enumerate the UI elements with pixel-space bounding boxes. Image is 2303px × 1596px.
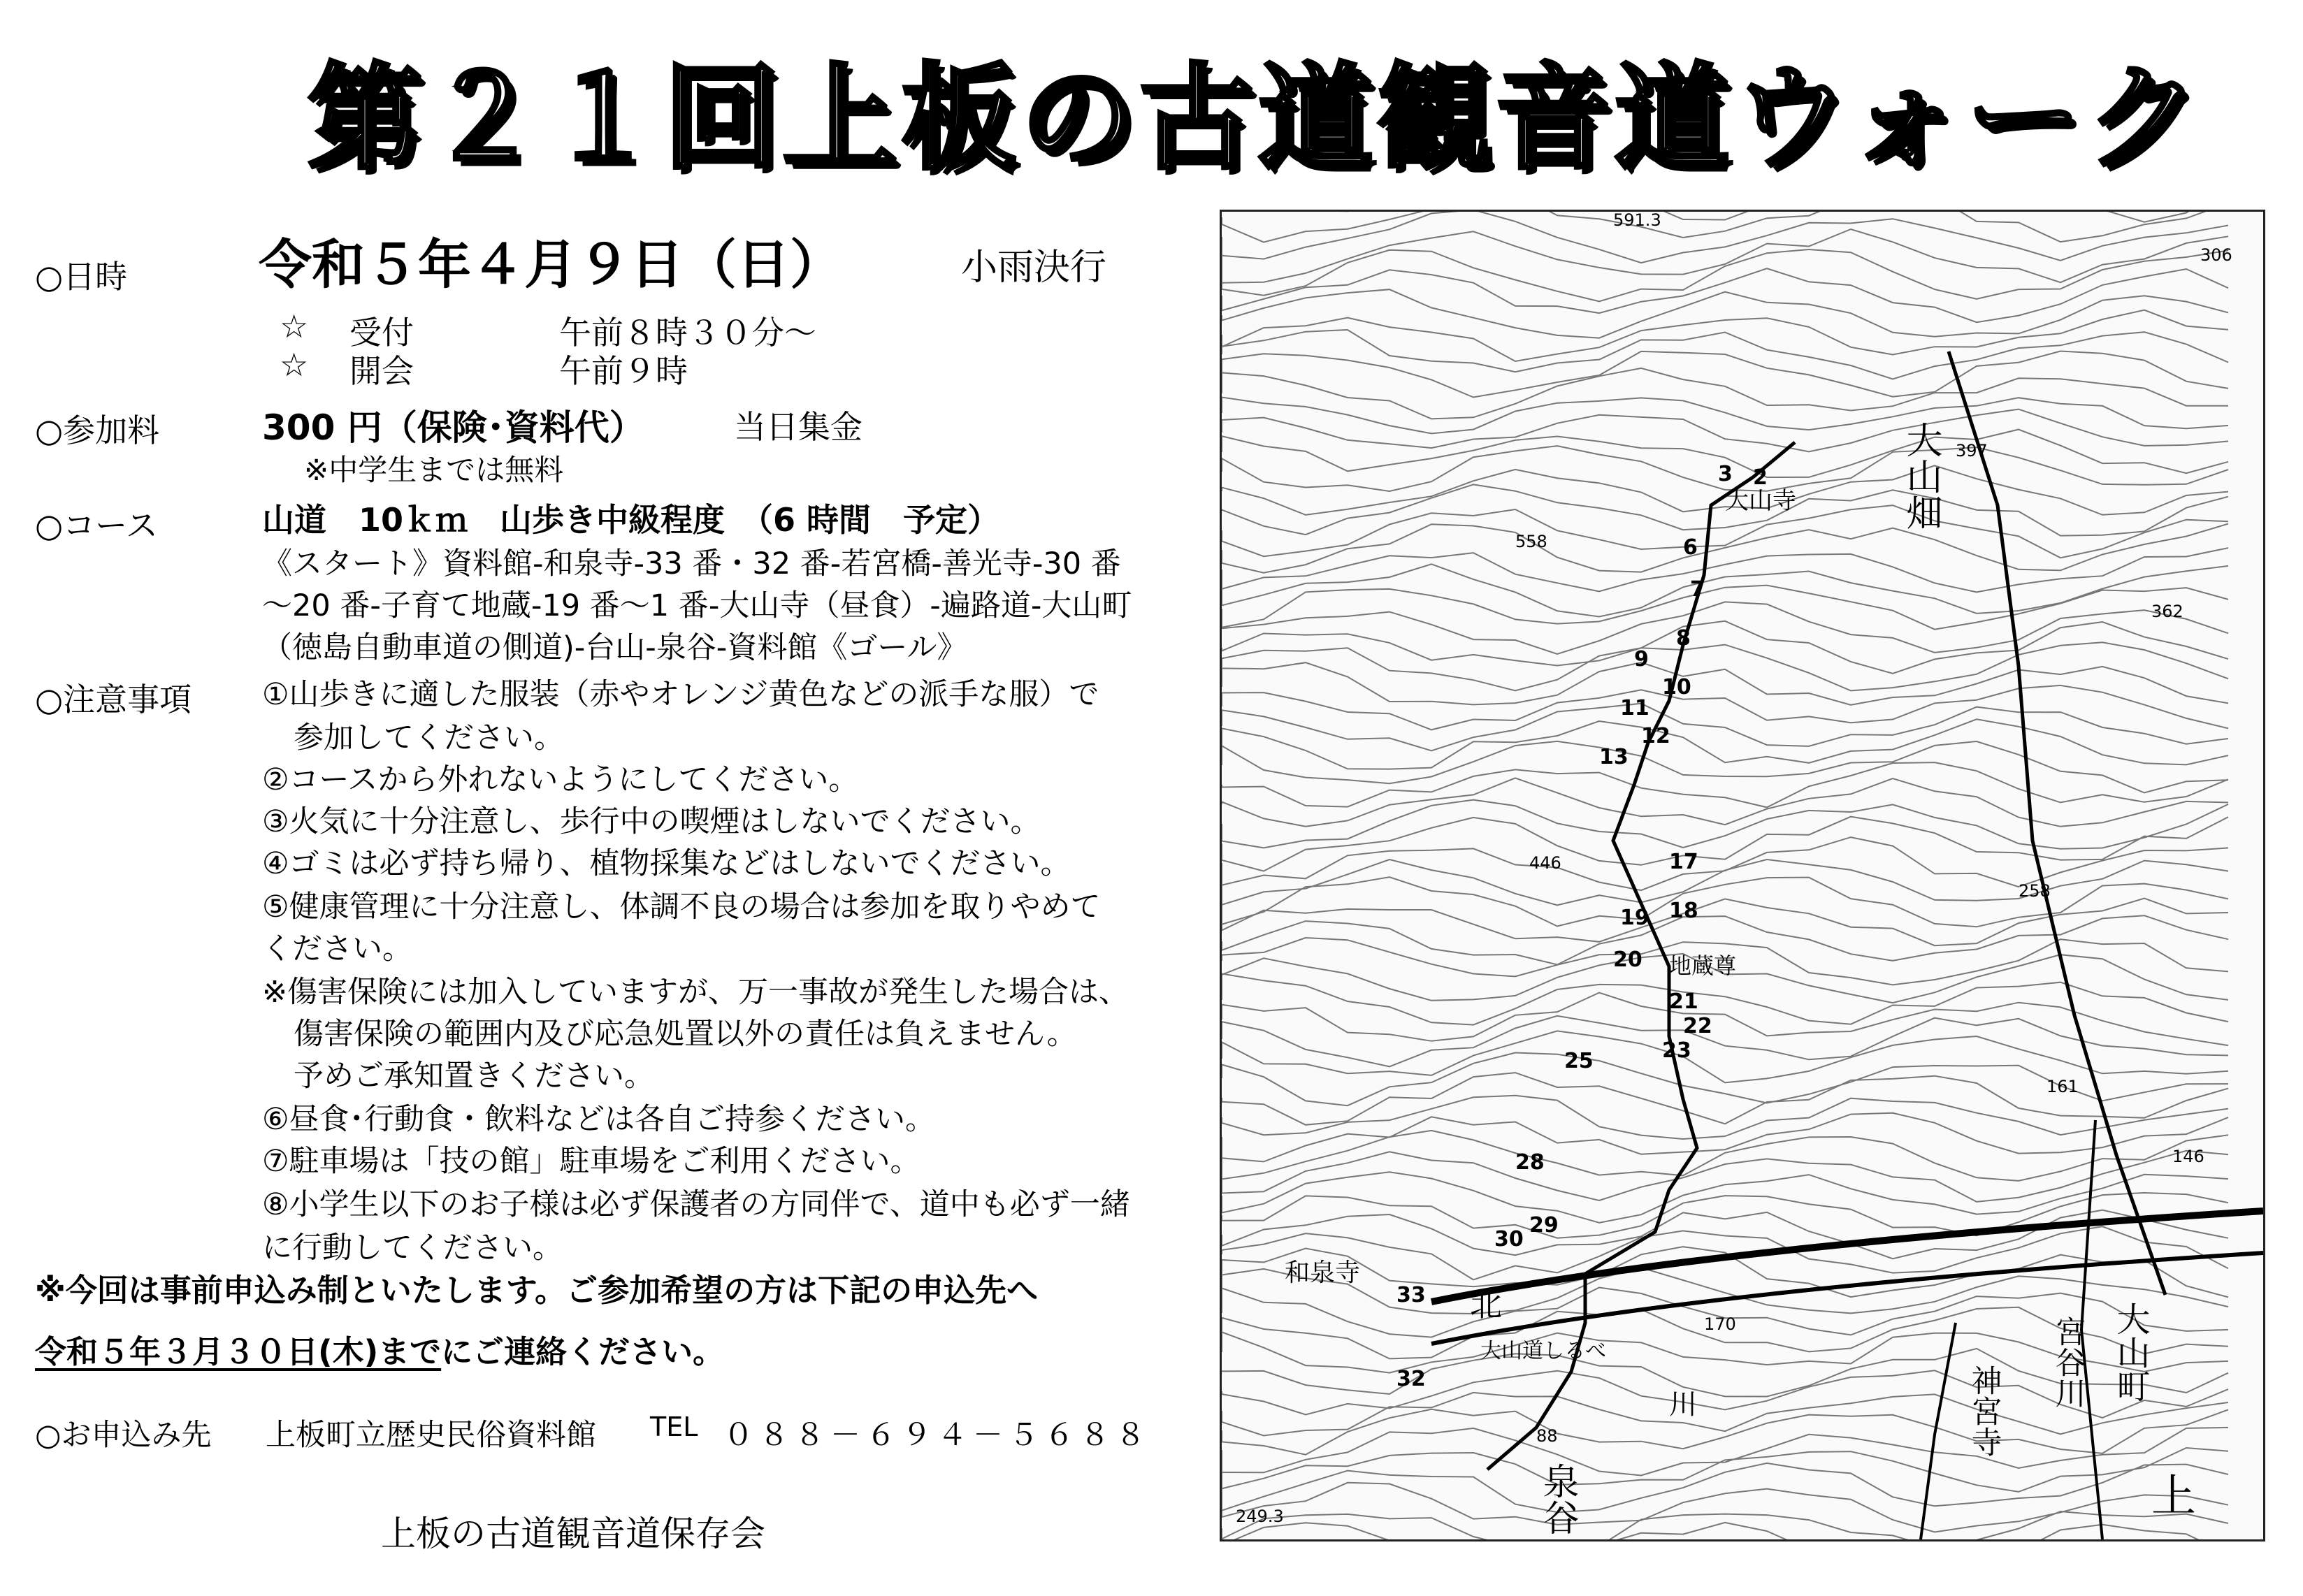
notes-label: ○注意事項: [35, 681, 192, 718]
contour-line: [1222, 899, 2228, 946]
course-summary: 山道 10ｋｍ 山歩き中級程度 （6 時間 予定）: [262, 501, 1000, 539]
route-waypoint-number: 3: [1718, 462, 1733, 486]
route-waypoint-number: 17: [1669, 850, 1698, 874]
elevation-label: 558: [1515, 532, 1547, 551]
note-line: ⑧小学生以下のお子様は必ず保護者の方同伴で、道中も必ず一緒: [262, 1187, 1130, 1222]
contour-line: [1222, 368, 2228, 419]
schedule-item: [280, 346, 688, 390]
contour-line: [1222, 409, 2228, 452]
note-line: ください。: [262, 931, 412, 966]
map-label-kami: 上: [2151, 1471, 2196, 1523]
star-icon: ☆: [280, 307, 309, 345]
star-icon: ☆: [280, 346, 309, 384]
reception-label: 受付: [349, 314, 414, 351]
contour-line: [1222, 564, 2228, 616]
contour-line: [1222, 524, 2228, 573]
elevation-label: 146: [2172, 1147, 2204, 1166]
route-waypoint-number: 20: [1613, 948, 1643, 972]
contour-line: [1222, 268, 2228, 322]
note-line: ②コースから外れないようにしてください。: [262, 762, 859, 797]
note-line: ⑤健康管理に十分注意し、体調不良の場合は参加を取りやめて: [262, 890, 1101, 924]
note-line: 参加してください。: [294, 720, 564, 755]
route-waypoint-number: 28: [1515, 1150, 1545, 1175]
registration-deadline: 令和５年３月３０日(木)まで: [35, 1333, 442, 1370]
contact-org: 上板町立歴史民俗資料館: [266, 1418, 596, 1453]
elevation-label: 161: [2046, 1077, 2079, 1096]
contour-line: [1222, 1268, 2228, 1314]
note-line: ①山歩きに適した服装（赤やオレンジ黄色などの派手な服）で: [262, 677, 1099, 712]
note-line: に行動してください。: [262, 1231, 563, 1265]
elevation-label: 258: [2019, 881, 2051, 901]
north-indicator: 北: [1470, 1286, 1502, 1323]
route-waypoint-number: 10: [1662, 675, 1691, 699]
contour-line: [1222, 837, 2228, 890]
fee-note: ※中学生までは無料: [304, 453, 564, 487]
route-waypoint-number: 25: [1564, 1049, 1594, 1073]
map-label-shingu-temple: 神宮寺: [1965, 1365, 2002, 1457]
schedule-item: [280, 307, 816, 351]
note-line: ⑥昼食･行動食・飲料などは各自ご持参ください。: [262, 1102, 936, 1137]
organizer: 上板の古道観音道保存会: [381, 1514, 765, 1554]
map-label-temple: 大山寺: [1725, 487, 1796, 515]
route-map: [1220, 210, 2265, 1541]
route-waypoint-number: 29: [1529, 1213, 1559, 1238]
opening-label: 開会: [349, 352, 414, 390]
elevation-label: 170: [1704, 1314, 1736, 1334]
fee-label: ○参加料: [35, 412, 160, 449]
map-label-izumi-temple: 和泉寺: [1285, 1258, 1361, 1287]
course-route-line: 《スタート》資料館-和泉寺-33 番・32 番-若宮橋-善光寺-30 番: [262, 546, 1121, 581]
contour-line: [1222, 1463, 2228, 1512]
route-waypoint-number: 2: [1753, 465, 1768, 490]
contact-line: [35, 1412, 1151, 1454]
contour-line: [1222, 1096, 2228, 1139]
route-waypoint-number: 18: [1669, 899, 1698, 923]
contour-line: [1222, 719, 2228, 769]
page-title: 第２１回上板の古道観音道ウォーク: [308, 52, 2204, 185]
elevation-label: 362: [2151, 602, 2183, 621]
course-route-line: ～20 番-子育て地蔵-19 番～1 番-大山寺（昼食）-遍路道-大山町: [262, 588, 1132, 623]
course-label: ○コース: [35, 507, 158, 544]
note-line: ③火気に十分注意し、歩行中の喫煙はしないでください。: [262, 804, 1041, 839]
contour-line: [1222, 1031, 2228, 1082]
topographic-map-svg: [1222, 212, 2263, 1539]
map-label-oyama-town: 大山町: [2111, 1302, 2150, 1402]
route-waypoint-number: 22: [1683, 1014, 1712, 1038]
route-waypoint-number: 8: [1676, 626, 1691, 651]
contour-line: [1222, 602, 2228, 654]
contour-line: [1222, 741, 2228, 793]
fee-collection: 当日集金: [734, 408, 862, 446]
contour-line: [1222, 642, 2228, 690]
contour-line: [1222, 586, 2228, 630]
contour-line: [1222, 1448, 2228, 1492]
route-waypoint-number: 23: [1662, 1038, 1691, 1063]
contact-phone: ０８８－６９４－５６８８: [723, 1418, 1151, 1453]
note-line: ④ゴミは必ず持ち帰り、植物採集などはしないでください。: [262, 846, 1071, 881]
contour-line: [1222, 1210, 2228, 1259]
route-waypoint-number: 11: [1620, 696, 1649, 720]
contour-line: [1222, 877, 2228, 927]
elevation-label: 306: [2200, 245, 2232, 265]
elevation-label: 397: [1956, 441, 1988, 460]
map-label-miyagawa: 宮谷川: [2049, 1316, 2086, 1408]
note-line: 傷害保険の範囲内及び応急処置以外の責任は負えません。: [294, 1017, 1077, 1052]
route-waypoint-number: 19: [1620, 906, 1649, 930]
contour-line: [1222, 229, 2228, 283]
contour-line: [1222, 212, 2228, 222]
note-line: 予めご承知置きください。: [294, 1059, 654, 1094]
registration-contact-text: にご連絡ください。: [441, 1333, 725, 1370]
event-date: 令和５年４月９日（日）: [259, 233, 843, 296]
registration-notice: ※今回は事前申込み制といたします。ご参加希望の方は下記の申込先へ: [35, 1272, 1039, 1309]
stream-line: [1949, 351, 2165, 1295]
route-waypoint-number: 12: [1641, 724, 1670, 748]
elevation-label: 88: [1536, 1426, 1558, 1446]
tel-label: TEL: [650, 1412, 698, 1442]
map-label-jizo: 地蔵尊: [1669, 952, 1737, 979]
river-line: [1921, 1323, 1956, 1539]
schedule-label: ○日時: [35, 258, 128, 296]
route-waypoint-number: 30: [1494, 1227, 1524, 1252]
route-waypoint-number: 33: [1396, 1283, 1426, 1307]
route-waypoint-number: 6: [1683, 535, 1698, 560]
route-waypoint-number: 32: [1396, 1367, 1426, 1391]
elevation-label: 249.3: [1236, 1507, 1284, 1526]
opening-time: 午前９時: [559, 352, 688, 390]
map-label-river: 川: [1669, 1388, 1697, 1421]
rain-note: 小雨決行: [961, 247, 1107, 289]
contour-line: [1222, 974, 2228, 1025]
route-waypoint-number: 7: [1690, 577, 1705, 602]
contour-line: [1222, 621, 2228, 674]
elevation-label: 591.3: [1613, 212, 1661, 230]
route-waypoint-number: 13: [1599, 745, 1629, 769]
contact-label: ○お申込み先: [35, 1418, 212, 1453]
route-waypoint-number: 9: [1634, 647, 1649, 672]
contour-line: [1222, 351, 2228, 398]
contour-line: [1222, 1523, 2228, 1539]
contour-line: [1222, 212, 2228, 242]
registration-deadline-line: [35, 1326, 724, 1372]
route-waypoint-number: 21: [1669, 989, 1698, 1014]
note-line: ⑦駐車場は「技の館」駐車場をご利用ください。: [262, 1144, 921, 1179]
elevation-label: 446: [1529, 853, 1561, 873]
map-label-road-sign: 大山道しるべ: [1480, 1339, 1606, 1363]
reception-time: 午前８時３０分～: [559, 314, 816, 351]
fee-amount: 300 円（保険･資料代）: [262, 407, 644, 448]
map-label-izumidani: 泉谷: [1536, 1463, 1578, 1535]
course-route-line: （徳島自動車道の側道)-台山-泉谷-資料館《ゴール》: [262, 630, 967, 665]
contour-line: [1222, 778, 2228, 826]
map-label-village: 大山畑: [1900, 421, 1942, 530]
note-line: ※傷害保険には加入していますが、万一事故が発生した場合は、: [262, 975, 1129, 1010]
